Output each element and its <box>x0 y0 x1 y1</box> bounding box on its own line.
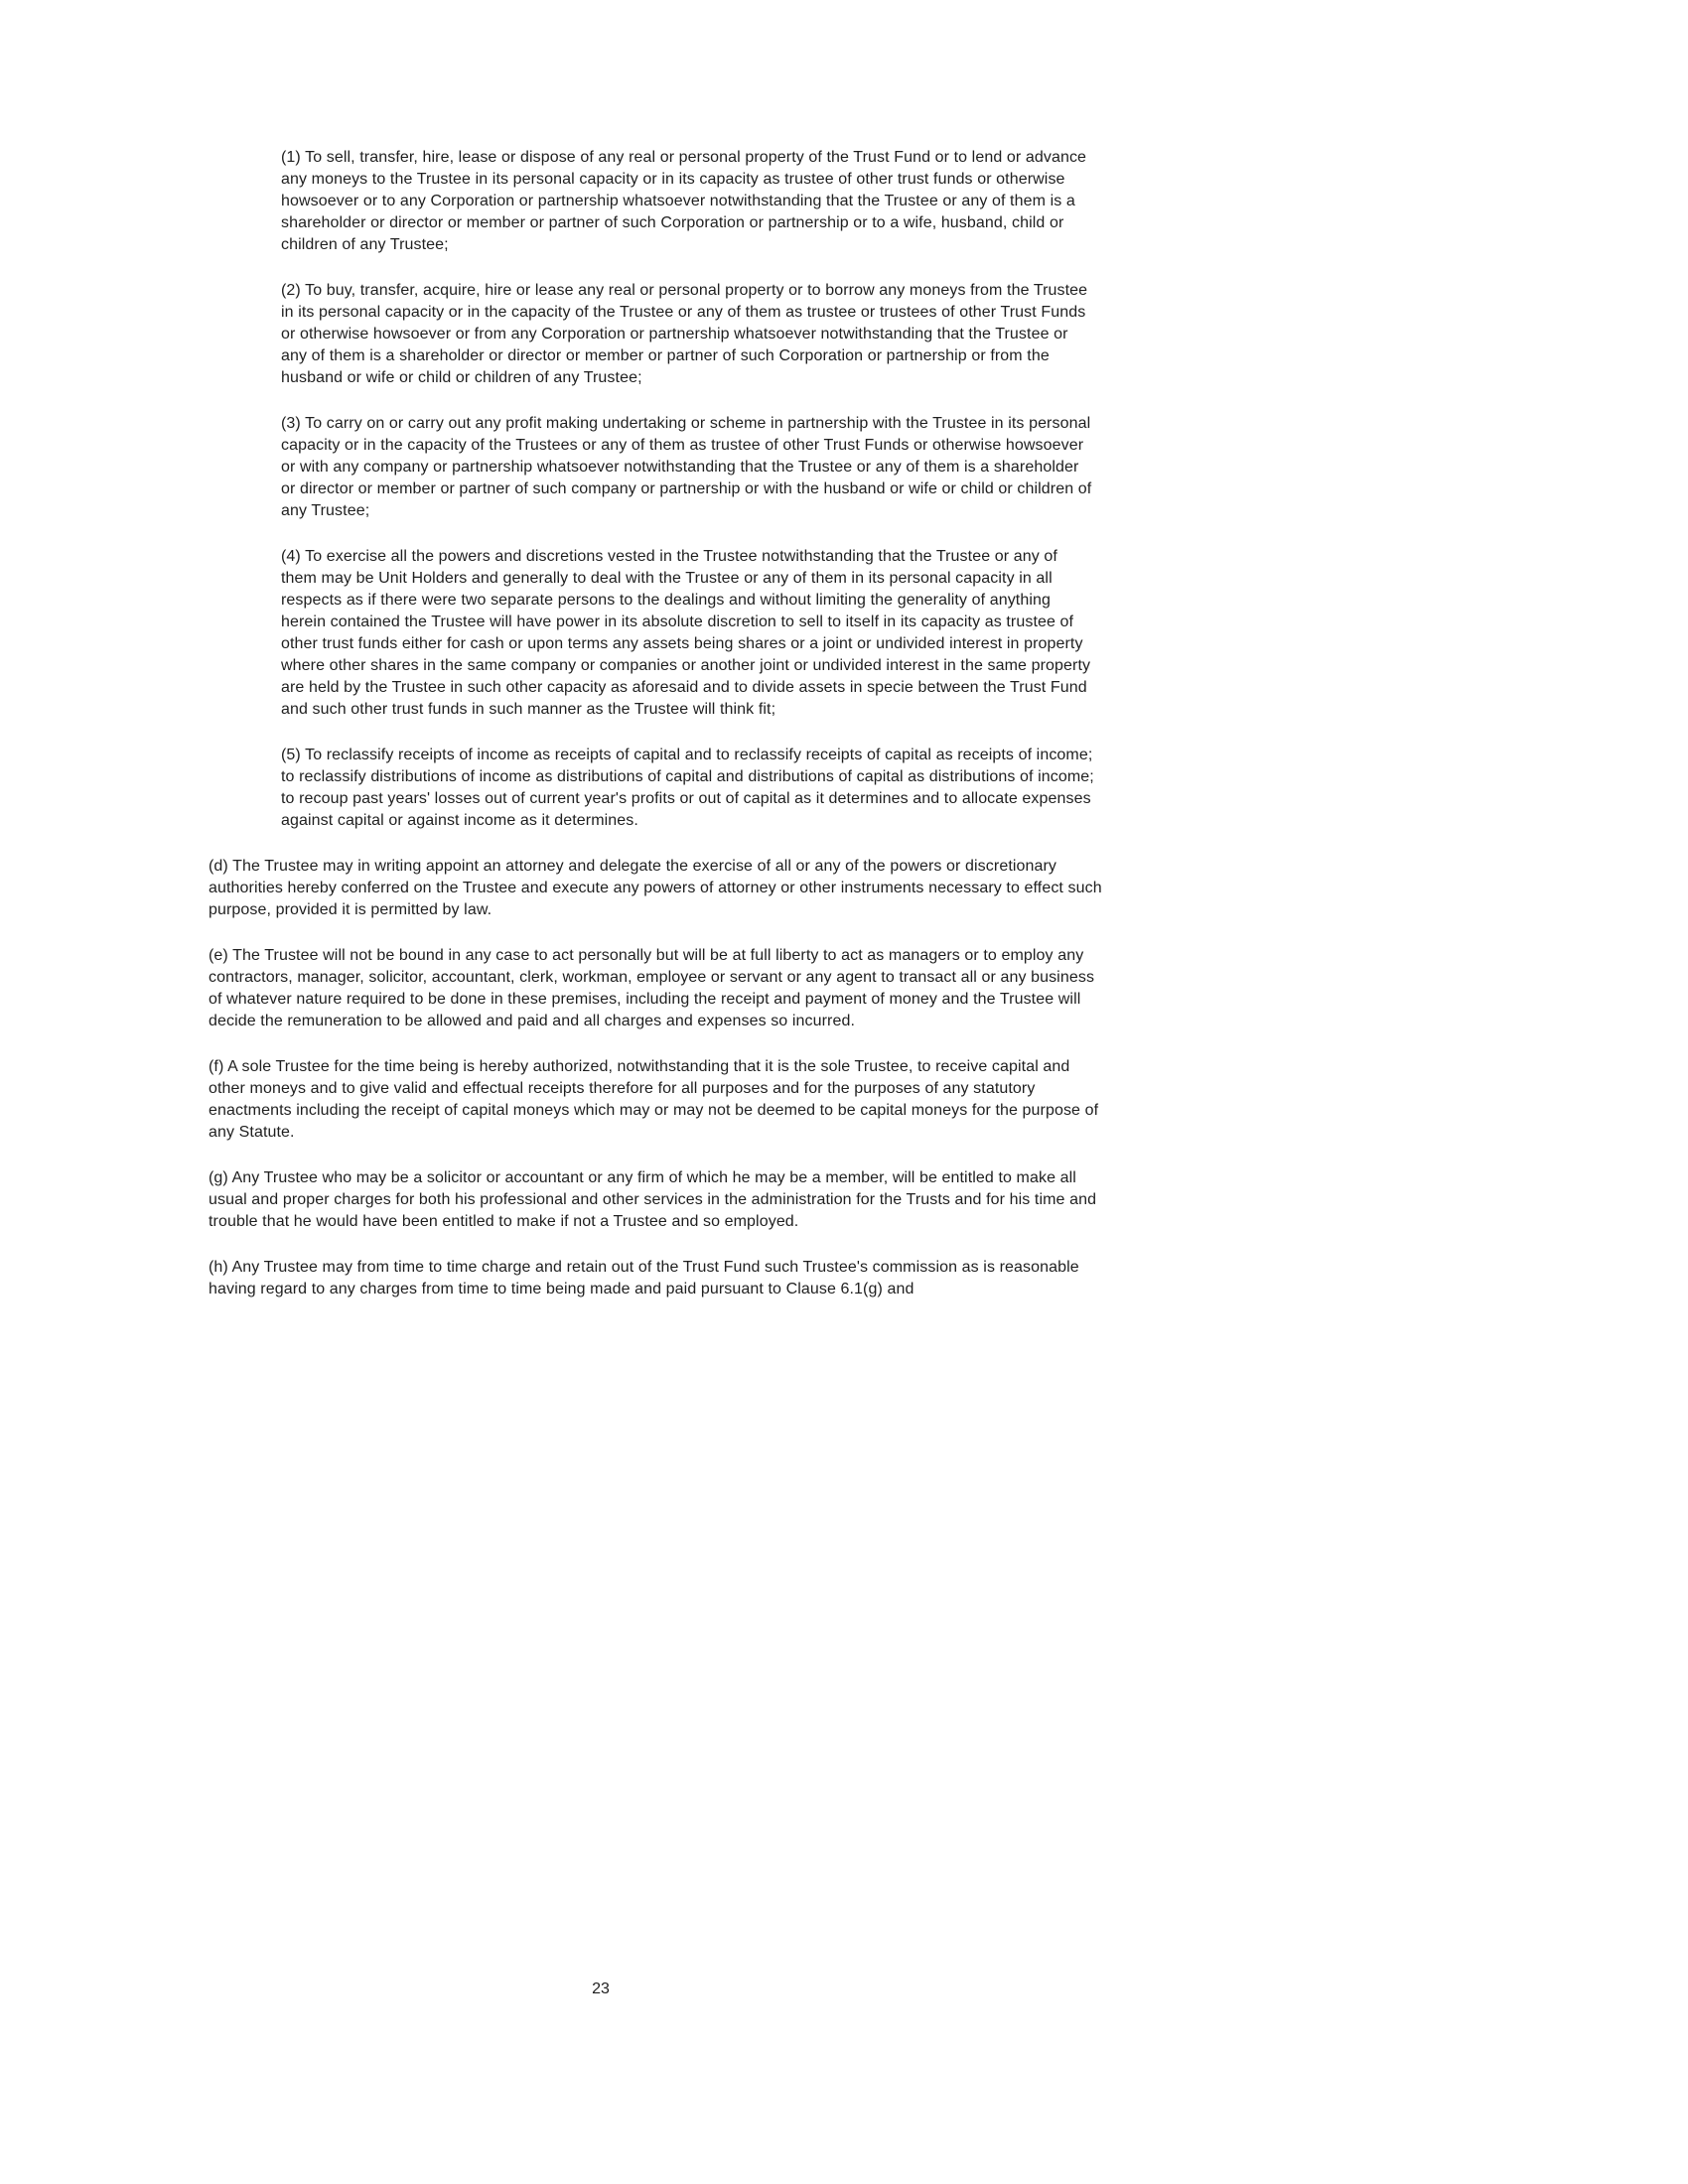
paragraph-5: (5) To reclassify receipts of income as receipts of capital and to reclassify receipts of capital as receipts of income; to reclassify distributions of income as distributions of capital and distributions of capital as distributions of income; to recoup past years' losses out of current year's profits or out of capital as it determines and to allocate expenses against capital or against income as it determines. <box>281 747 1094 829</box>
page-footer <box>209 1980 993 1998</box>
paragraph-4: (4) To exercise all the powers and discretions vested in the Trustee notwithstanding that the Trustee or any of them may be Unit Holders and generally to deal with the Trustee or any of them in its personal capacity in all respects as if there were two separate persons to the dealings and without limiting the generality of anything herein contained the Trustee will have power in its absolute discretion to sell to itself in its capacity as trustee of other trust funds either for cash or upon terms any assets being shares or a joint or undivided interest in property where other shares in the same company or companies or another joint or undivided interest in the same property are held by the Trustee in such other capacity as aforesaid and to divide assets in specie between the Trust Fund and such other trust funds in such manner as the Trustee will think fit; <box>281 548 1091 718</box>
document-body <box>209 147 1102 1300</box>
page-number: 23 <box>592 1980 610 1997</box>
paragraph-h: (h) Any Trustee may from time to time charge and retain out of the Trust Fund such Trustee's commission as is reasonable having regard to any charges from time to time being made and paid pursuant to Clause 6.1(g) and <box>209 1259 1079 1297</box>
paragraph-d: (d) The Trustee may in writing appoint an attorney and delegate the exercise of all or any of the powers or discretionary authorities hereby conferred on the Trustee and execute any powers of attorney or other instruments necessary to effect such purpose, provided it is permitted by law. <box>209 858 1102 918</box>
paragraph-1: (1) To sell, transfer, hire, lease or dispose of any real or personal property of the Trust Fund or to lend or advance any moneys to the Trustee in its personal capacity or in its capacity as trustee of other trust funds or otherwise howsoever or to any Corporation or partnership whatsoever notwithstanding that the Trustee or any of them is a shareholder or director or member or partner of such Corporation or partnership or to a wife, husband, child or children of any Trustee; <box>281 149 1087 253</box>
paragraph-g: (g) Any Trustee who may be a solicitor or accountant or any firm of which he may be a member, will be entitled to make all usual and proper charges for both his professional and other services in the administration for the Trusts and for his time and trouble that he would have been entitled to make if not a Trustee and so employed. <box>209 1169 1097 1230</box>
paragraph-e: (e) The Trustee will not be bound in any case to act personally but will be at full liberty to act as managers or to employ any contractors, manager, solicitor, accountant, clerk, workman, employee or servant or any agent to transact all or any business of whatever nature required to be done in these premises, including the receipt and payment of money and the Trustee will decide the remuneration to be allowed and paid and all charges and expenses so incurred. <box>209 947 1095 1029</box>
paragraph-2: (2) To buy, transfer, acquire, hire or lease any real or personal property or to borrow any moneys from the Trustee in its personal capacity or in the capacity of the Trustee or any of them as trustee or trustees of other Trust Funds or otherwise howsoever or from any Corporation or partnership whatsoever notwithstanding that the Trustee or any of them is a shareholder or director or member or partner of such Corporation or partnership or from the husband or wife or child or children of any Trustee; <box>281 282 1088 386</box>
paragraph-f: (f) A sole Trustee for the time being is hereby authorized, notwithstanding that it is the sole Trustee, to receive capital and other moneys and to give valid and effectual receipts therefore for all purposes and for the purposes of any statutory enactments including the receipt of capital moneys which may or may not be deemed to be capital moneys for the purpose of any Statute. <box>209 1058 1099 1141</box>
paragraph-3: (3) To carry on or carry out any profit making undertaking or scheme in partnership with the Trustee in its personal capacity or in the capacity of the Trustees or any of them as trustee of other Trust Funds or otherwise howsoever or with any company or partnership whatsoever notwithstanding that the Trustee or any of them is a shareholder or director or member or partner of such company or partnership or with the husband or wife or child or children of any Trustee; <box>281 415 1092 519</box>
